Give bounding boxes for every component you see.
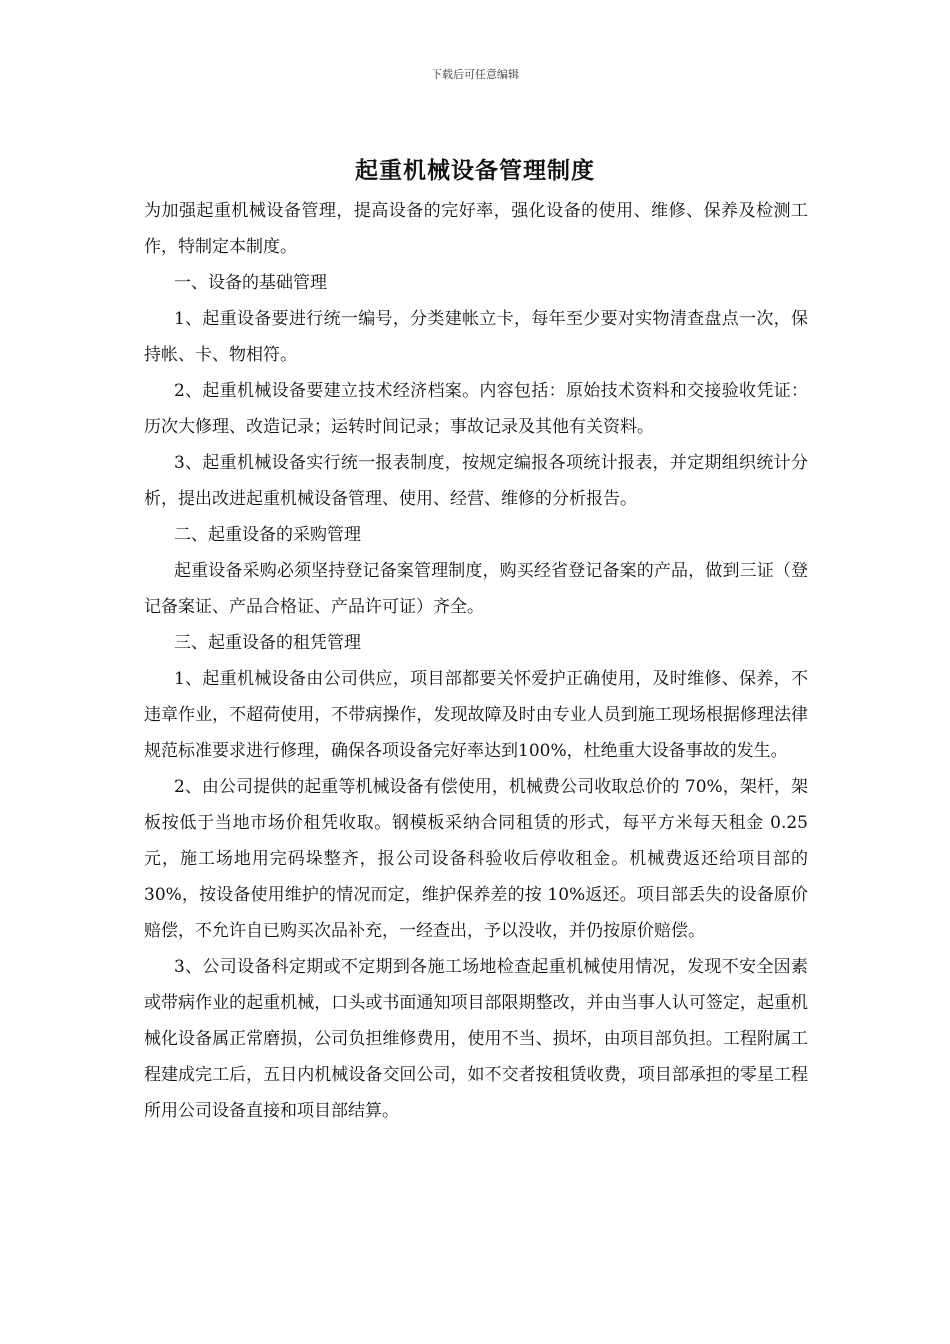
- paragraph-supply: 1、起重机械设备由公司供应，项目部都要关怀爱护正确使用，及时维修、保养，不违章作业，不超荷使用，不带病操作，发现故障及时由专业人员到施工现场根据修理法律规范标准要求进行修理，确保各项设备完好率达到100%，杜绝重大设备事故的发生。: [144, 669, 808, 761]
- paragraph-paid-use: 2、由公司提供的起重等机械设备有偿使用，机械费公司收取总价的 70%，架杆，架板按低于当地市场价租凭收取。钢模板采纳合同租赁的形式，每平方米每天租金 0.25 元，施工场地用完码垛整齐，报公司设备科验收后停收租金。机械费返还给项目部的 30%，按设备使用维护的情况而定，维护保养差的按 10%返还。项目部丢失的设备原价赔偿，不允许自已购买次品补充，一经查出，予以没收，并仍按原价赔偿。: [144, 777, 808, 941]
- paragraph-procurement: 起重设备采购必须坚持登记备案管理制度，购买经省登记备案的产品，做到三证（登记备案证、产品合格证、产品许可证）齐全。: [144, 561, 808, 617]
- header-note: 下载后可任意编辑: [431, 68, 519, 81]
- document-body: [144, 193, 808, 1129]
- paragraph-numbering: 1、起重设备要进行统一编号，分类建帐立卡，每年至少要对实物清查盘点一次，保持帐、卡、物相符。: [144, 309, 808, 365]
- paragraph-reporting: 3、起重机械设备实行统一报表制度，按规定编报各项统计报表，并定期组织统计分析，提出改进起重机械设备管理、使用、经营、维修的分析报告。: [144, 453, 808, 509]
- section-heading-basic-management: 一、设备的基础管理: [174, 273, 327, 293]
- paragraph-archives: 2、起重机械设备要建立技术经济档案。内容包括：原始技术资料和交接验收凭证：历次大修理、改造记录；运转时间记录；事故记录及其他有关资料。: [144, 381, 808, 437]
- intro-paragraph: 为加强起重机械设备管理，提高设备的完好率，强化设备的使用、维修、保养及检测工作，特制定本制度。: [144, 201, 808, 257]
- section-heading-procurement: 二、起重设备的采购管理: [174, 525, 361, 545]
- section-heading-leasing: 三、起重设备的租凭管理: [174, 633, 361, 653]
- document-title: 起重机械设备管理制度: [355, 157, 595, 184]
- paragraph-inspection: 3、公司设备科定期或不定期到各施工场地检查起重机械使用情况，发现不安全因素或带病作业的起重机械，口头或书面通知项目部限期整改，并由当事人认可签定，起重机械化设备属正常磨损，公司负担维修费用，使用不当、损坏，由项目部负担。工程附属工程建成完工后，五日内机械设备交回公司，如不交者按租赁收费，项目部承担的零星工程所用公司设备直接和项目部结算。: [144, 957, 808, 1121]
